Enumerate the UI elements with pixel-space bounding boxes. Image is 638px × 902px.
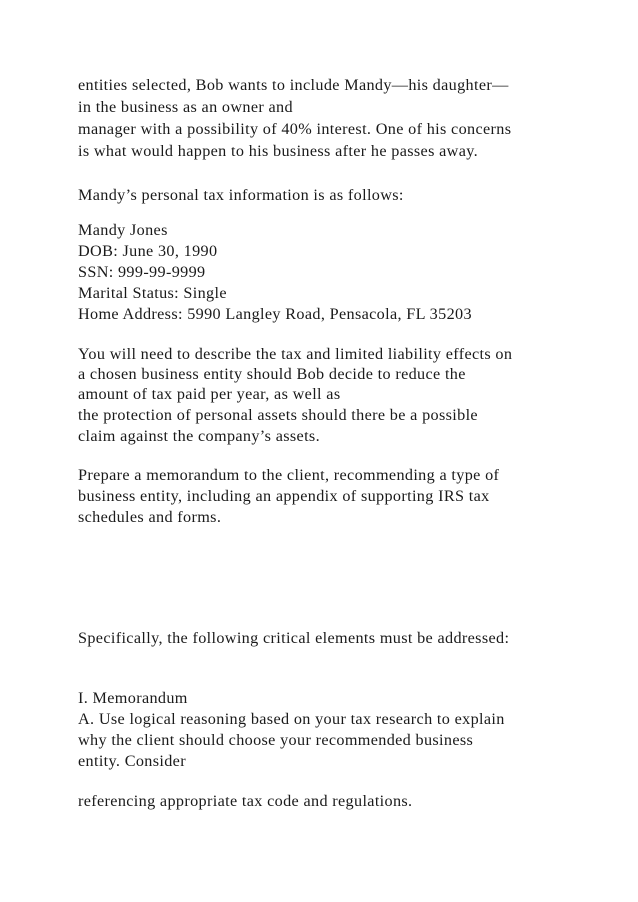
paragraph-3-line-2: a chosen business entity should Bob decide to reduce the	[78, 365, 466, 383]
item-a-line-3: entity. Consider	[78, 752, 186, 770]
paragraph-1-line-2: in the business as an owner and	[78, 98, 293, 116]
item-a-line-1: A. Use logical reasoning based on your tax research to explain	[78, 710, 505, 728]
item-a-line-4: referencing appropriate tax code and regulations.	[78, 792, 413, 810]
tax-info-intro: Mandy’s personal tax information is as follows:	[78, 186, 404, 204]
item-a-line-2: why the client should choose your recommended business	[78, 731, 474, 749]
client-home-address: Home Address: 5990 Langley Road, Pensacola, FL 35203	[78, 305, 472, 323]
paragraph-4-line-1: Prepare a memorandum to the client, recommending a type of	[78, 466, 500, 484]
paragraph-1-line-3: manager with a possibility of 40% interest. One of his concerns	[78, 120, 512, 138]
paragraph-3-line-5: claim against the company’s assets.	[78, 427, 320, 445]
paragraph-3-line-1: You will need to describe the tax and limited liability effects on	[78, 345, 513, 363]
paragraph-1-line-4: is what would happen to his business after he passes away.	[78, 142, 479, 160]
critical-elements-intro: Specifically, the following critical elements must be addressed:	[78, 629, 510, 647]
paragraph-1-line-1: entities selected, Bob wants to include Mandy—his daughter—	[78, 76, 509, 94]
paragraph-4-line-3: schedules and forms.	[78, 508, 222, 526]
paragraph-3-line-3: amount of tax paid per year, as well as	[78, 385, 341, 403]
client-name: Mandy Jones	[78, 221, 168, 239]
client-dob: DOB: June 30, 1990	[78, 242, 218, 260]
paragraph-3-line-4: the protection of personal assets should there be a possible	[78, 406, 478, 424]
client-ssn: SSN: 999-99-9999	[78, 263, 206, 281]
section-heading-memorandum: I. Memorandum	[78, 689, 188, 707]
client-marital-status: Marital Status: Single	[78, 284, 227, 302]
paragraph-4-line-2: business entity, including an appendix of supporting IRS tax	[78, 487, 490, 505]
